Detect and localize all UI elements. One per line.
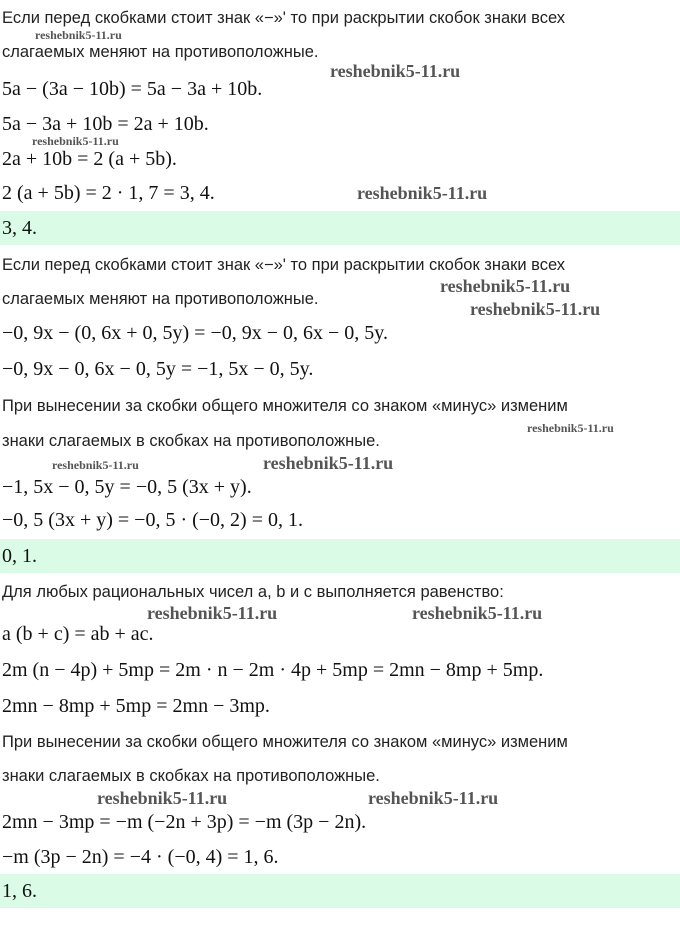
watermark: reshebnik5-11.ru (330, 61, 461, 81)
equation: 5a − 3a + 10b = 2a + 10b. (2, 113, 209, 135)
watermark: reshebnik5-11.ru (52, 458, 139, 472)
text-line: При вынесении за скобки общего множителя со знаком «минус» изменим (2, 733, 568, 751)
watermark: reshebnik5-11.ru (263, 453, 394, 473)
equation: 2mn − 8mp + 5mp = 2mn − 3mp. (2, 695, 270, 717)
answer: 3, 4. (2, 217, 37, 239)
watermark: reshebnik5-11.ru (32, 134, 119, 148)
text-line: Если перед скобками стоит знак «−»' то при раскрытии скобок знаки всех (2, 9, 566, 27)
text-line: Если перед скобками стоит знак «−»' то при раскрытии скобок знаки всех (2, 256, 566, 274)
equation: −0, 9x − 0, 6x − 0, 5y = −1, 5x − 0, 5y. (2, 358, 314, 380)
answer-box (0, 211, 680, 245)
watermark: reshebnik5-11.ru (440, 276, 571, 296)
text-line: слагаемых меняют на противоположные. (2, 43, 319, 61)
watermark: reshebnik5-11.ru (412, 603, 543, 623)
text-line: При вынесении за скобки общего множителя со знаком «минус» изменим (2, 397, 568, 415)
equation: −1, 5x − 0, 5y = −0, 5 (3x + y). (2, 476, 252, 498)
answer: 1, 6. (2, 880, 37, 902)
text-line: слагаемых меняют на противоположные. (2, 290, 319, 308)
watermark: reshebnik5-11.ru (527, 421, 614, 435)
equation: 2m (n − 4p) + 5mp = 2m · n − 2m · 4p + 5mp = 2mn − 8mp + 5mp. (2, 659, 544, 681)
equation: −m (3p − 2n) = −4 · (−0, 4) = 1, 6. (2, 846, 279, 868)
answer-box (0, 539, 680, 573)
watermark: reshebnik5-11.ru (368, 788, 499, 808)
equation: −0, 5 (3x + y) = −0, 5 · (−0, 2) = 0, 1. (2, 509, 303, 531)
watermark: reshebnik5-11.ru (35, 28, 122, 42)
watermark: reshebnik5-11.ru (147, 603, 278, 623)
equation: 2mn − 3mp = −m (−2n + 3p) = −m (3p − 2n). (2, 811, 367, 833)
text-line: Для любых рациональных чисел a, b и c выполняется равенство: (2, 583, 504, 601)
watermark: reshebnik5-11.ru (470, 299, 601, 319)
answer-box (0, 874, 680, 908)
text-line: знаки слагаемых в скобках на противоположные. (2, 767, 380, 785)
equation: −0, 9x − (0, 6x + 0, 5y) = −0, 9x − 0, 6x − 0, 5y. (2, 322, 388, 344)
watermark: reshebnik5-11.ru (97, 788, 228, 808)
answer: 0, 1. (2, 545, 37, 567)
equation: 2 (a + 5b) = 2 · 1, 7 = 3, 4. (2, 182, 215, 204)
text-line: знаки слагаемых в скобках на противоположные. (2, 432, 380, 450)
equation: 2a + 10b = 2 (a + 5b). (2, 148, 177, 170)
watermark: reshebnik5-11.ru (357, 183, 488, 203)
equation: 5a − (3a − 10b) = 5a − 3a + 10b. (2, 78, 263, 100)
equation: a (b + c) = ab + ac. (2, 623, 154, 645)
